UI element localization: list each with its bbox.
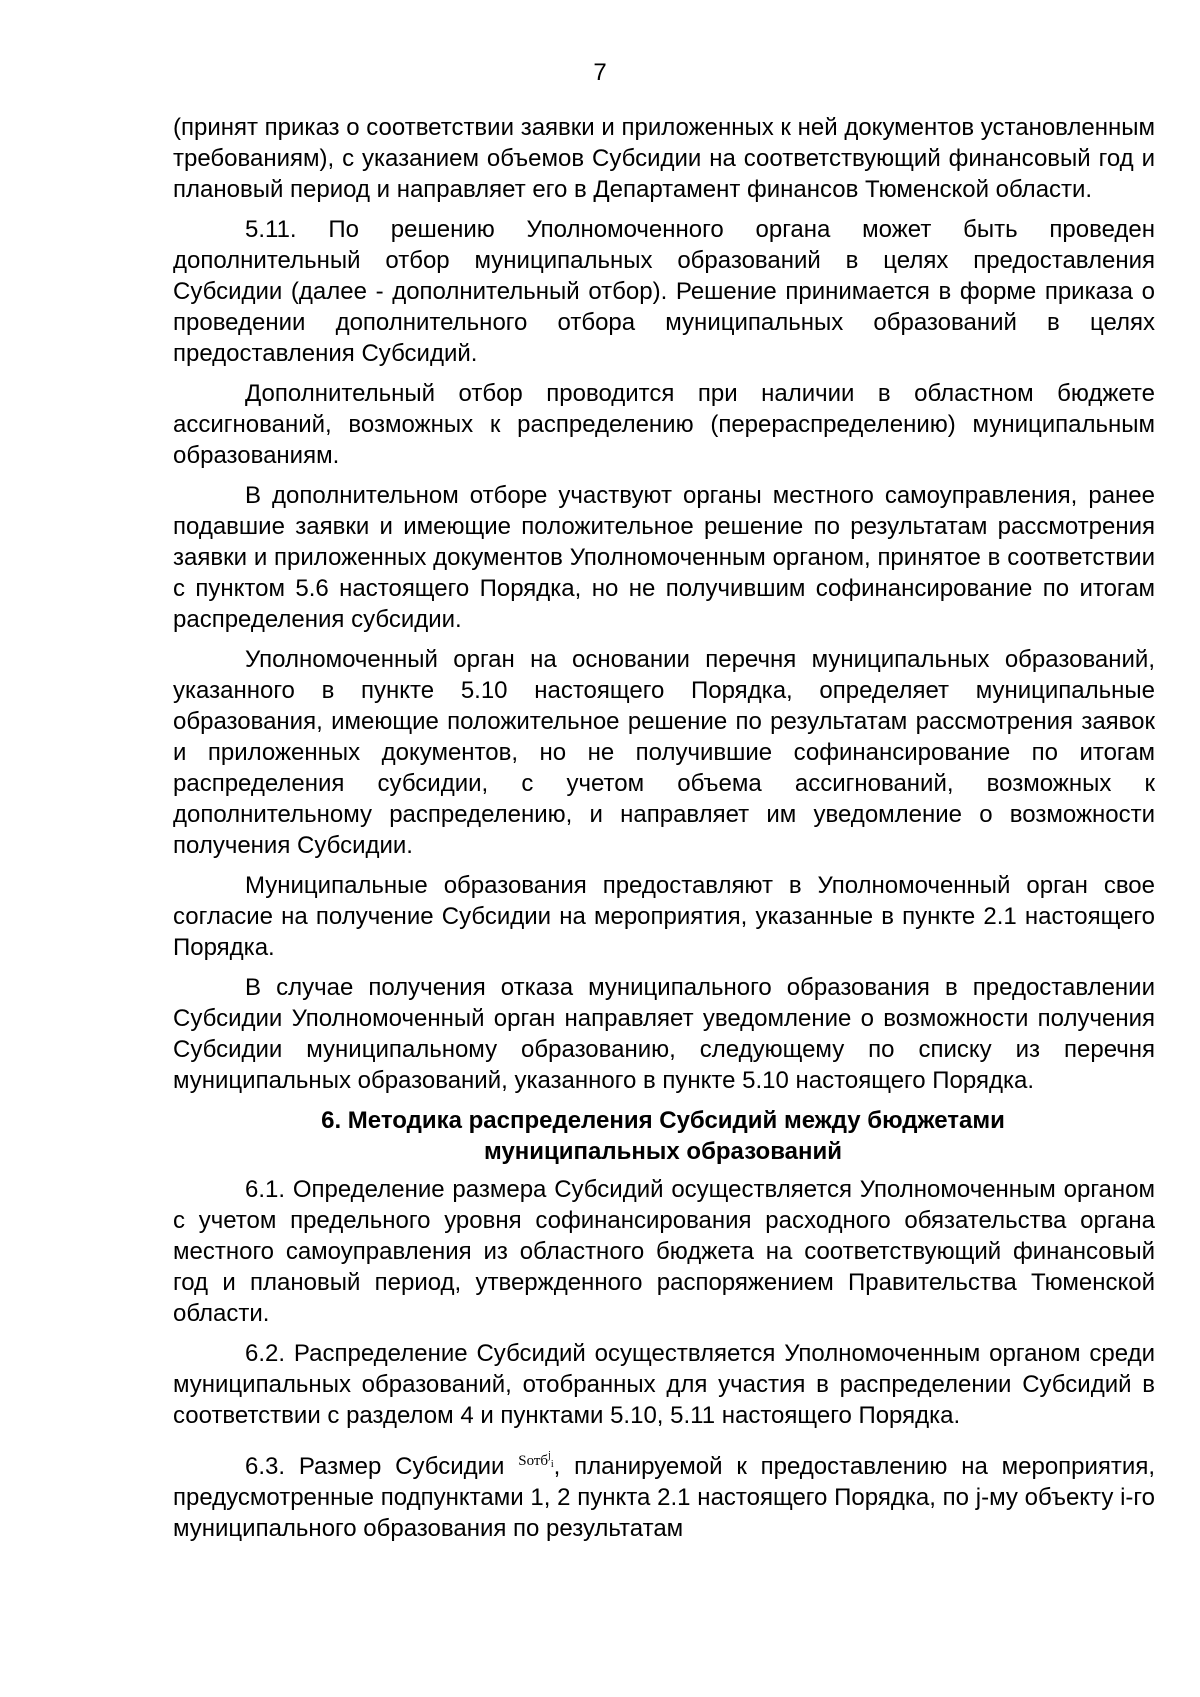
- page-number: 7: [593, 59, 607, 86]
- paragraph-6-2: 6.2. Распределение Субсидий осуществляется Уполномоченным органом среди муниципальных образований, отобранных для участия в распределении Субсидий в соответствии с разделом 4 и пунктами 5.10, 5.11 настоящего Порядка.: [173, 1340, 1155, 1429]
- formula-superscript: j: [548, 1450, 551, 1461]
- formula-base: Sотб: [518, 1453, 549, 1469]
- formula-subscript: i: [550, 1459, 554, 1470]
- subsidy-formula: [518, 1450, 554, 1470]
- document-body: [173, 112, 1155, 1553]
- paragraph-6-1: 6.1. Определение размера Субсидий осуществляется Уполномоченным органом с учетом предельного уровня софинансирования расходного обязательства органа местного самоуправления из областного бюджета на соответствующий финансовый год и плановый период, утвержденного распоряжением Правительства Тюменской области.: [173, 1176, 1155, 1327]
- paragraph-additional-selection: Дополнительный отбор проводится при наличии в областном бюджете ассигнований, возможных к распределению (перераспределению) муниципальным образованиям.: [173, 380, 1155, 469]
- paragraph-consent: Муниципальные образования предоставляют в Уполномоченный орган свое согласие на получение Субсидии на мероприятия, указанные в пункте 2.1 настоящего Порядка.: [173, 872, 1155, 961]
- section-6-heading: 6. Методика распределения Субсидий между бюджетами муниципальных образований: [321, 1107, 1005, 1165]
- paragraph-participants: В дополнительном отборе участвуют органы местного самоуправления, ранее подавшие заявки и имеющие положительное решение по результатам рассмотрения заявки и приложенных документов Уполномоченным органом, принятое в соответствии с пунктом 5.6 настоящего Порядка, но не получившим софинансирование по итогам распределения субсидии.: [173, 482, 1155, 633]
- paragraph-6-3: [173, 1440, 1155, 1544]
- paragraph-5-11: 5.11. По решению Уполномоченного органа может быть проведен дополнительный отбор муниципальных образований в целях предоставления Субсидии (далее - дополнительный отбор). Решение принимается в форме приказа о проведении дополнительного отбора муниципальных образований в целях предоставления Субсидий.: [173, 216, 1155, 367]
- paragraph-6-3-end: , планируемой к предоставлению на мероприятия, предусмотренные подпунктами 1, 2 пункта 2.1 настоящего Порядка, по j-му объекту i-го муниципального образования по результатам: [173, 1453, 1155, 1542]
- paragraph-authorized-body: Уполномоченный орган на основании перечня муниципальных образований, указанного в пункте 5.10 настоящего Порядка, определяет муниципальные образования, имеющие положительное решение по результатам рассмотрения заявок и приложенных документов, но не получившие софинансирование по итогам распределения субсидии, с учетом объема ассигнований, возможных к дополнительному распределению, и направляет им уведомление о возможности получения Субсидии.: [173, 646, 1155, 859]
- paragraph-6-3-start: 6.3. Размер Субсидии: [245, 1453, 519, 1480]
- paragraph-refusal: В случае получения отказа муниципального образования в предоставлении Субсидии Уполномоченный орган направляет уведомление о возможности получения Субсидии муниципальному образованию, следующему по списку из перечня муниципальных образований, указанного в пункте 5.10 настоящего Порядка.: [173, 974, 1155, 1094]
- paragraph-intro: (принят приказ о соответствии заявки и приложенных к ней документов установленным требованиям), с указанием объемов Субсидии на соответствующий финансовый год и плановый период и направляет его в Департамент финансов Тюменской области.: [173, 114, 1155, 203]
